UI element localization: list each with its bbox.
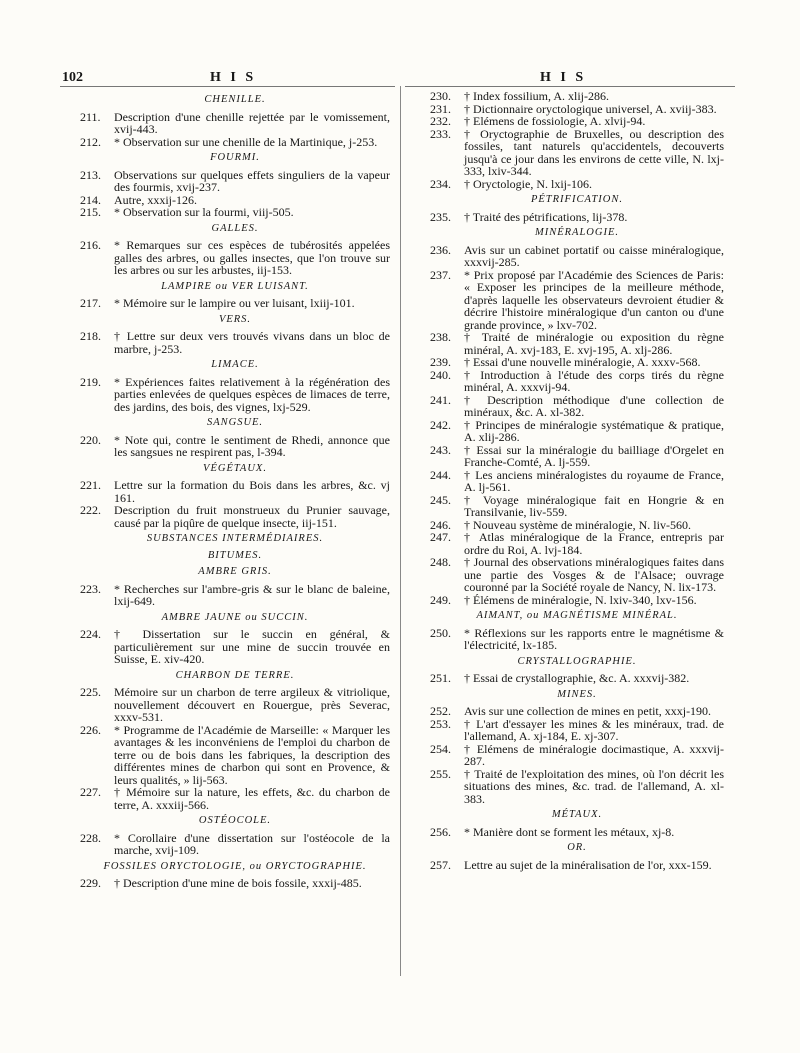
section-heading: AMBRE GRIS.: [198, 566, 272, 577]
index-entry: [80, 724, 390, 787]
entry-number: 222.: [80, 503, 101, 517]
entry-text: * Manière dont se forment les métaux, xj-8.: [464, 824, 675, 839]
entry-number: 217.: [80, 296, 101, 310]
entry-text: † Lettre sur deux vers trouvés vivans dans un bloc de marbre, j-253.: [114, 329, 390, 356]
entry-text: † L'art d'essayer les mines & les minéraux, trad. de l'allemand, A. xj-184, E. xj-307.: [464, 716, 724, 743]
entry-number: 231.: [430, 101, 451, 116]
entry-text: † Essai de crystallographie, &c. A. xxxvij-382.: [464, 671, 690, 685]
section-heading: AMBRE JAUNE ou SUCCIN.: [161, 611, 309, 623]
entry-text: † Essai sur la minéralogie du bailliage d'Orgelet en Franche-Comté, A. lj-559.: [464, 442, 724, 469]
entry-text: † Oryctographie de Bruxelles, ou description des fossiles, tant naturels qu'accidentels, decouverts jusqu'à ce jour dans les environs de cette ville, N. lxj-333, lxiv-344.: [464, 126, 724, 178]
entry-number: 223.: [80, 581, 101, 596]
entry-number: 251.: [430, 671, 451, 685]
entry-text: Lettre au sujet de la minéralisation de l'or, xxx-159.: [464, 857, 712, 872]
entry-text: Lettre sur la formation du Bois dans les arbres, &c. vj 161.: [114, 478, 390, 505]
entry-number: 234.: [430, 176, 451, 191]
entry-text: † Dictionnaire oryctologique universel, A. xviij-383.: [464, 101, 717, 116]
entry-text: * Programme de l'Académie de Marseille: « Marquer les avantages & les inconvéniens de l'emploi du charbon de terre ou de bois dans les fabriques, la description des différentes mines de charbon qui sont en Provence, & leurs qualités, » lij-563.: [114, 722, 390, 787]
section-heading: CHARBON DE TERRE.: [175, 669, 295, 681]
index-entry: [80, 136, 390, 149]
entry-text: Autre, xxxij-126.: [114, 192, 197, 207]
entry-text: † Oryctologie, N. lxij-106.: [464, 176, 592, 191]
index-entry: [80, 206, 390, 219]
index-entry: [430, 128, 724, 178]
entry-number: 211.: [80, 109, 101, 124]
entry-number: 238.: [430, 330, 451, 344]
index-entry: [430, 718, 724, 743]
index-entry: [430, 469, 724, 494]
entry-number: 256.: [430, 824, 451, 839]
section-heading: LAMPIRE ou VER LUISANT.: [161, 280, 309, 292]
entry-number: 226.: [80, 722, 101, 737]
index-entry: [80, 628, 390, 666]
entry-text: * Recherches sur l'ambre-gris & sur le blanc de baleine, lxij-649.: [114, 581, 390, 608]
entry-number: 253.: [430, 716, 451, 731]
entry-text: † Elémens de fossiologie, A. xlvij-94.: [464, 114, 646, 128]
index-entry: [430, 494, 724, 519]
entry-text: † Mémoire sur la nature, les effets, &c. du charbon de terre, A. xxxiij-566.: [114, 785, 390, 812]
entry-text: * Expériences faites relativement à la régénération des parties enlevées de quelques espèces de limaces de terre, des jardins, des bois, des vignes, lxj-529.: [114, 374, 390, 414]
entry-text: Mémoire sur un charbon de terre argileux & vitriolique, nouvellement découvert en Rouergue, près Severac, xxxv-531.: [114, 685, 390, 724]
index-entry: [80, 583, 390, 608]
entry-text: * Corollaire d'une dissertation sur l'ostéocole de la marche, xvij-109.: [114, 830, 390, 857]
entry-text: * Réflexions sur les rapports entre le magnétisme & l'électricité, lx-185.: [464, 625, 724, 652]
entry-number: 241.: [430, 392, 451, 407]
entry-text: Avis sur une collection de mines en petit, xxxj-190.: [464, 704, 712, 718]
entry-text: † Principes de minéralogie systématique & pratique, A. xlij-286.: [464, 417, 724, 444]
entry-text: † Voyage minéralogique fait en Hongrie & en Transilvanie, liv-559.: [464, 492, 724, 519]
index-entry: [80, 111, 390, 136]
entry-number: 244.: [430, 467, 451, 482]
entry-number: 229.: [80, 876, 101, 890]
entry-number: 214.: [80, 192, 101, 207]
entry-number: 243.: [430, 442, 451, 457]
entry-text: * Mémoire sur le lampire ou ver luisant, lxiij-101.: [114, 296, 355, 310]
entry-number: 233.: [430, 126, 451, 141]
entry-number: 235.: [430, 209, 451, 224]
entry-text: † Traité de l'exploitation des mines, où l'on décrit les situations des mines, &c. trad. de l'allemand, A. xl-383.: [464, 766, 724, 806]
right-header-rule: [405, 86, 735, 87]
right-column: [430, 90, 724, 871]
index-entry: [430, 419, 724, 444]
index-entry: [80, 877, 390, 890]
entry-number: 239.: [430, 355, 451, 369]
entry-text: Avis sur un cabinet portatif ou caisse minéralogique, xxxvij-285.: [464, 242, 724, 269]
entry-number: 220.: [80, 432, 101, 447]
entry-number: 246.: [430, 517, 451, 532]
entry-number: 236.: [430, 242, 451, 257]
section-heading: AIMANT, ou MAGNÉTISME MINÉRAL.: [476, 610, 678, 621]
left-column: [80, 90, 390, 890]
section-heading: OSTÉOCOLE.: [198, 815, 272, 826]
entry-number: 248.: [430, 555, 451, 569]
entry-text: † Elémens de minéralogie docimastique, A. xxxvij-287.: [464, 741, 724, 768]
entry-number: 221.: [80, 478, 101, 492]
section-heading: BITUMES.: [207, 549, 263, 561]
index-entry: [80, 832, 390, 857]
entry-number: 232.: [430, 114, 451, 128]
index-entry: [430, 244, 724, 269]
section-heading: MINÉRALOGIE.: [534, 227, 620, 238]
entry-text: † Les anciens minéralogistes du royaume de France, A. lj-561.: [464, 467, 724, 494]
entry-text: † Nouveau système de minéralogie, N. liv-560.: [464, 517, 691, 532]
entry-text: † Traité des pétrifications, lij-378.: [464, 209, 628, 224]
section-heading: CRYSTALLOGRAPHIE.: [517, 655, 637, 667]
section-heading: GALLES.: [211, 222, 259, 234]
entry-number: 225.: [80, 685, 101, 699]
section-heading: VÉGÉTAUX.: [203, 462, 267, 474]
entry-text: † Traité de minéralogie ou exposition du règne minéral, A. xvj-183, E. xvj-195, A. xlj-286.: [464, 330, 724, 357]
entry-text: * Remarques sur ces espèces de tubérosités appelées galles des arbres, ou galles insectes, que l'on trouve sur les arbres ou sur les arbustes, iij-153.: [114, 238, 390, 277]
entry-number: 227.: [80, 785, 101, 799]
entry-number: 228.: [80, 830, 101, 845]
section-heading: OR.: [567, 842, 587, 853]
index-entry: [80, 330, 390, 355]
index-entry: [80, 169, 390, 194]
entry-text: * Note qui, contre le sentiment de Rhedi, annonce que les sangsues ne respirent pas, l-394.: [114, 432, 390, 459]
left-running-head: H I S: [210, 70, 257, 85]
index-entry: [430, 826, 724, 839]
entry-number: 224.: [80, 627, 101, 641]
index-entry: [430, 444, 724, 469]
entry-number: 242.: [430, 417, 451, 432]
page-number: 102: [62, 70, 83, 85]
entry-number: 247.: [430, 530, 451, 544]
index-entry: [430, 743, 724, 768]
entry-number: 218.: [80, 329, 101, 343]
index-entry: [430, 178, 724, 191]
entry-text: † Élémens de minéralogie, N. lxiv-340, lxv-156.: [464, 592, 697, 607]
column-divider: [400, 86, 401, 976]
section-heading: CHENILLE.: [204, 94, 266, 105]
index-entry: [430, 269, 724, 332]
entry-number: 215.: [80, 205, 101, 219]
section-heading: SUBSTANCES INTERMÉDIAIRES.: [146, 533, 324, 544]
entry-text: † Dissertation sur le succin en général, & particulièrement sur une mine de succin trouvée en Suisse, E. xiv-420.: [114, 627, 390, 666]
entry-number: 237.: [430, 267, 451, 282]
entry-number: 230.: [430, 89, 451, 103]
section-heading: MINES.: [557, 688, 597, 700]
index-entry: [80, 376, 390, 414]
entry-text: † Description d'une mine de bois fossile, xxxij-485.: [114, 876, 362, 890]
index-entry: [80, 686, 390, 724]
entry-text: * Observation sur la fourmi, viij-505.: [114, 205, 294, 219]
index-entry: [80, 786, 390, 811]
entry-text: † Introduction à l'étude des corps tirés du règne minéral, A. xxxvij-94.: [464, 367, 724, 394]
entry-number: 245.: [430, 492, 451, 507]
index-entry: [430, 211, 724, 224]
section-heading: VERS.: [218, 313, 252, 325]
entry-number: 216.: [80, 238, 101, 252]
entry-number: 213.: [80, 167, 101, 182]
index-entry: [430, 672, 724, 685]
section-heading: FOSSILES ORYCTOLOGIE, ou ORYCTOGRAPHIE.: [103, 860, 367, 872]
index-entry: [430, 394, 724, 419]
entry-text: * Observation sur une chenille de la Martinique, j-253.: [114, 134, 378, 149]
index-entry: [430, 331, 724, 356]
entry-text: † Essai d'une nouvelle minéralogie, A. xxxv-568.: [464, 355, 701, 369]
section-heading: MÉTAUX.: [551, 809, 603, 820]
index-entry: [430, 627, 724, 652]
section-heading: PÉTRIFICATION.: [530, 194, 624, 205]
index-entry: [430, 556, 724, 594]
entry-number: 257.: [430, 857, 451, 872]
index-entry: [430, 768, 724, 806]
entry-number: 252.: [430, 704, 451, 718]
entry-number: 254.: [430, 741, 451, 756]
section-heading: LIMACE.: [211, 359, 259, 370]
entry-text: Description d'une chenille rejettée par le vomissement, xvij-443.: [114, 109, 390, 136]
entry-text: Description du fruit monstrueux du Prunier sauvage, causé par la piqûre de quelque insecte, iij-151.: [114, 503, 390, 530]
left-header-rule: [60, 86, 395, 87]
entry-text: Observations sur quelques effets singuliers de la vapeur des fourmis, xvij-237.: [114, 167, 390, 194]
entry-number: 249.: [430, 592, 451, 607]
right-running-head: H I S: [540, 70, 587, 85]
index-entry: [80, 434, 390, 459]
index-entry: [430, 369, 724, 394]
entry-number: 219.: [80, 374, 101, 389]
index-entry: [430, 594, 724, 607]
index-entry: [80, 479, 390, 504]
section-heading: FOURMI.: [210, 152, 260, 163]
index-entry: [80, 504, 390, 529]
index-entry: [80, 239, 390, 277]
entry-number: 255.: [430, 766, 451, 781]
entry-text: * Prix proposé par l'Académie des Sciences de Paris: « Exposer les principes de la meilleure méthode, d'après laquelle les observateurs devroient étudier & décrire l'histoire minéralogique d'un canton ou d'une grande province, » lxv-702.: [464, 267, 724, 332]
section-heading: SANGSUE.: [206, 417, 264, 428]
entry-text: † Atlas minéralogique de la France, entrepris par ordre du Roi, A. lvj-184.: [464, 530, 724, 557]
entry-text: † Journal des observations minéralogiques faites dans une partie des Vosges & de l'Alsace; ouvrage couronné par la Société royale de Nancy, N. lix-173.: [464, 555, 724, 594]
index-entry: [430, 859, 724, 872]
entry-text: † Index fossilium, A. xlij-286.: [464, 89, 609, 103]
entry-number: 212.: [80, 134, 101, 149]
entry-text: † Description méthodique d'une collection de minéraux, &c. A. xl-382.: [464, 392, 724, 419]
index-entry: [430, 531, 724, 556]
index-entry: [80, 297, 390, 310]
entry-number: 250.: [430, 625, 451, 640]
entry-number: 240.: [430, 367, 451, 382]
